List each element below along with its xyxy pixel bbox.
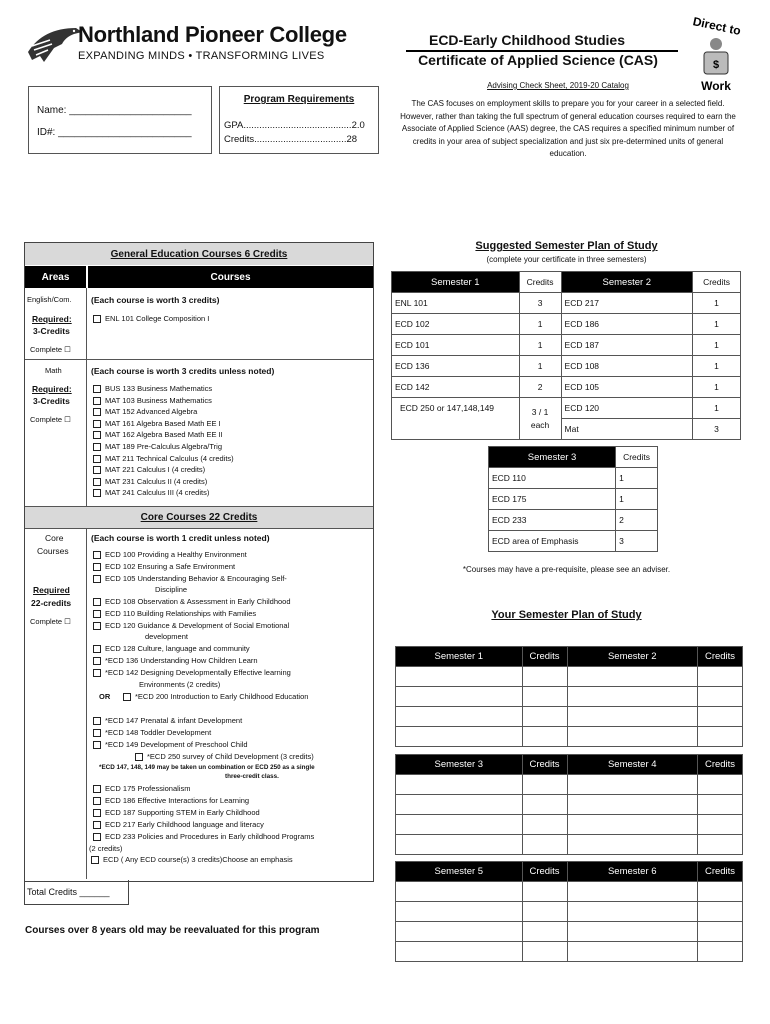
credits-header-2: Credits: [693, 272, 741, 293]
table-cell: 1: [519, 335, 561, 356]
course-item[interactable]: MAT 221 Calculus I (4 credits): [93, 465, 205, 474]
ecd200-item[interactable]: *ECD 200 Introduction to Early Childhood Education: [123, 692, 308, 701]
sem2-header: Semester 2: [561, 272, 693, 293]
table-cell: ECD area of Emphasis: [489, 531, 616, 552]
credits-header: Credits: [522, 755, 567, 775]
your-sem-6-header: Semester 6: [567, 862, 698, 882]
badge-bottom-text: Work: [701, 79, 731, 93]
sem3-header: Semester 3: [489, 447, 616, 468]
course-item[interactable]: MAT 152 Advanced Algebra: [93, 407, 197, 416]
suggested-plan-title: Suggested Semester Plan of Study: [475, 240, 658, 252]
empty-plan-cell[interactable]: [567, 942, 698, 962]
your-sem-1-header: Semester 1: [396, 647, 523, 667]
college-name: Northland Pioneer College: [78, 22, 347, 47]
your-sem-3-header: Semester 3: [396, 755, 523, 775]
empty-plan-cell[interactable]: [567, 835, 698, 855]
table-cell: ECD 250 or 147,148,149: [392, 398, 520, 440]
english-complete-checkbox[interactable]: Complete ☐: [30, 345, 71, 354]
table-cell: 1: [693, 314, 741, 335]
empty-plan-cell[interactable]: [567, 902, 698, 922]
empty-plan-cell[interactable]: [698, 727, 743, 747]
empty-plan-cell[interactable]: [567, 687, 698, 707]
empty-plan-cell[interactable]: [396, 835, 523, 855]
credits-header: Credits: [698, 862, 743, 882]
empty-plan-cell[interactable]: [567, 882, 698, 902]
empty-plan-cell[interactable]: [522, 882, 567, 902]
areas-header: Areas: [41, 272, 70, 283]
course-item[interactable]: ECD 120 Guidance & Development of Social Emotional: [93, 621, 289, 630]
your-plan-block-2: [395, 754, 743, 855]
credits-header-1: Credits: [519, 272, 561, 293]
advising-check-sheet: Advising Check Sheet, 2019-20 Catalog: [487, 81, 629, 90]
core-area-label-2: Courses: [37, 546, 69, 556]
empty-plan-cell[interactable]: [567, 667, 698, 687]
table-cell: ECD 120: [561, 398, 693, 419]
empty-plan-cell[interactable]: [522, 835, 567, 855]
english-required: Required:: [32, 314, 72, 324]
credits-header-3: Credits: [616, 447, 658, 468]
your-sem-2-header: Semester 2: [567, 647, 698, 667]
empty-plan-cell[interactable]: [396, 707, 523, 727]
empty-plan-cell[interactable]: [522, 815, 567, 835]
empty-plan-cell[interactable]: [567, 775, 698, 795]
course-item[interactable]: MAT 211 Technical Calculus (4 credits): [93, 454, 234, 463]
english-area: English/Com.: [27, 295, 72, 304]
empty-plan-cell[interactable]: [396, 687, 523, 707]
core-required: Required: [33, 585, 70, 595]
empty-plan-cell[interactable]: [698, 882, 743, 902]
table-cell: ECD 142: [392, 377, 520, 398]
program-title: ECD-Early Childhood Studies: [428, 32, 625, 48]
empty-plan-cell[interactable]: [396, 667, 523, 687]
core-b-continued: development: [145, 632, 188, 641]
your-sem-4-header: Semester 4: [567, 755, 698, 775]
empty-plan-cell[interactable]: [522, 667, 567, 687]
enl101-item[interactable]: ENL 101 College Composition I: [93, 314, 209, 323]
eagle-logo-icon: [24, 22, 84, 68]
course-item[interactable]: MAT 161 Algebra Based Math EE I: [93, 419, 221, 428]
course-item[interactable]: ECD 217 Early Childhood language and literacy: [93, 820, 264, 829]
sem1-header: Semester 1: [392, 272, 520, 293]
course-item[interactable]: ECD 105 Understanding Behavior & Encouraging Self-: [93, 574, 287, 583]
total-credits[interactable]: Total Credits ______: [27, 887, 110, 897]
credits-header: Credits: [698, 647, 743, 667]
general-education-table: [24, 242, 374, 882]
table-cell: Mat: [561, 419, 693, 440]
course-item[interactable]: ECD 108 Observation & Assessment in Early Childhood: [93, 597, 291, 606]
math-required: Required:: [32, 384, 72, 394]
or-label: OR: [99, 692, 111, 701]
table-cell: ECD 101: [392, 335, 520, 356]
course-item[interactable]: ECD 186 Effective Interactions for Learning: [93, 796, 249, 805]
table-cell: 1: [519, 314, 561, 335]
table-cell: ECD 233: [489, 510, 616, 531]
student-info-box: [28, 86, 212, 154]
math-area: Math: [45, 366, 62, 375]
empty-plan-cell[interactable]: [522, 727, 567, 747]
table-cell: 1: [693, 335, 741, 356]
table-cell: ECD 105: [561, 377, 693, 398]
table-cell: ECD 108: [561, 356, 693, 377]
course-item[interactable]: MAT 103 Business Mathematics: [93, 396, 212, 405]
course-item[interactable]: *ECD 148 Toddler Development: [93, 728, 211, 737]
course-item[interactable]: ECD 233 Policies and Procedures in Early childhood Programs: [93, 832, 314, 841]
course-item[interactable]: *ECD 147 Prenatal & infant Development: [93, 716, 242, 725]
table-cell: 3: [519, 293, 561, 314]
certificate-title: Certificate of Applied Science (CAS): [418, 52, 658, 68]
math-note: (Each course is worth 3 credits unless noted): [91, 366, 275, 376]
empty-plan-cell[interactable]: [522, 942, 567, 962]
ecd-emphasis-item[interactable]: ECD ( Any ECD course(s) 3 credits)Choose an emphasis: [91, 855, 293, 864]
empty-plan-cell[interactable]: [522, 795, 567, 815]
credits-header: Credits: [522, 647, 567, 667]
table-cell: ECD 187: [561, 335, 693, 356]
course-item[interactable]: BUS 133 Business Mathematics: [93, 384, 212, 393]
ecd250-item[interactable]: *ECD 250 survey of Child Development (3 credits): [135, 752, 314, 761]
direct-to-work-badge: [682, 14, 750, 96]
credits-header: Credits: [522, 862, 567, 882]
empty-plan-cell[interactable]: [396, 922, 523, 942]
empty-plan-cell[interactable]: [567, 727, 698, 747]
table-cell: 1: [693, 377, 741, 398]
empty-plan-cell[interactable]: [396, 902, 523, 922]
empty-plan-cell[interactable]: [522, 922, 567, 942]
empty-plan-cell[interactable]: [698, 795, 743, 815]
combo-note: *ECD 147, 148, 149 may be taken un combination or ECD 250 as a single: [99, 764, 315, 771]
combo-note-2: three-credit class.: [225, 773, 279, 780]
math-complete-checkbox[interactable]: Complete ☐: [30, 415, 71, 424]
empty-plan-cell[interactable]: [698, 775, 743, 795]
table-cell: ECD 102: [392, 314, 520, 335]
badge-top-text: Direct to: [691, 14, 743, 38]
table-cell: 1: [616, 468, 658, 489]
empty-plan-cell[interactable]: [698, 942, 743, 962]
your-plan-block-3: [395, 861, 743, 962]
prereq-note: *Courses may have a pre-requisite, please see an adviser.: [462, 565, 671, 574]
empty-plan-cell[interactable]: [396, 727, 523, 747]
english-credits: 3-Credits: [33, 326, 70, 336]
svg-text:$: $: [712, 59, 720, 71]
table-cell: 1: [693, 293, 741, 314]
program-requirements-box: [219, 86, 379, 154]
gened-title: General Education Courses 6 Credits: [110, 249, 288, 260]
table-cell: ECD 175: [489, 489, 616, 510]
empty-plan-cell[interactable]: [698, 667, 743, 687]
id-field[interactable]: ID#: ________________________: [37, 127, 192, 138]
semester3-table: [488, 446, 658, 552]
course-item[interactable]: *ECD 136 Understanding How Children Learn: [93, 656, 258, 665]
course-item[interactable]: MAT 241 Calculus III (4 credits): [93, 488, 209, 497]
empty-plan-cell[interactable]: [522, 902, 567, 922]
empty-plan-cell[interactable]: [698, 815, 743, 835]
name-field[interactable]: Name: ______________________: [37, 105, 192, 116]
core-title: Core Courses 22 Credits: [140, 512, 258, 523]
your-plan-block-1: [395, 646, 743, 747]
table-cell: ECD 136: [392, 356, 520, 377]
table-cell: ECD 217: [561, 293, 693, 314]
courses-header: Courses: [210, 272, 251, 283]
english-note: (Each course is worth 3 credits): [91, 295, 220, 305]
empty-plan-cell[interactable]: [396, 795, 523, 815]
core-a-continued: Discipline: [155, 585, 188, 594]
course-item[interactable]: *ECD 142 Designing Developmentally Effective learning: [93, 668, 291, 677]
course-item[interactable]: MAT 231 Calculus II (4 credits): [93, 477, 207, 486]
core-note: (Each course is worth 1 credit unless noted): [91, 533, 270, 543]
empty-plan-cell[interactable]: [698, 922, 743, 942]
old-courses-note: Courses over 8 years old may be reevaluated for this program: [25, 925, 320, 936]
suggested-plan-subtitle: (complete your certificate in three semesters): [486, 255, 647, 264]
table-cell: ENL 101: [392, 293, 520, 314]
table-cell: 2: [616, 510, 658, 531]
course-item[interactable]: ECD 110 Building Relationships with Families: [93, 609, 256, 618]
course-item[interactable]: ECD 100 Providing a Healthy Environment: [93, 550, 247, 559]
empty-plan-cell[interactable]: [522, 775, 567, 795]
empty-plan-cell[interactable]: [698, 835, 743, 855]
core-complete-checkbox[interactable]: Complete ☐: [30, 617, 71, 626]
your-sem-5-header: Semester 5: [396, 862, 523, 882]
course-item[interactable]: ECD 187 Supporting STEM in Early Childhood: [93, 808, 260, 817]
gpa-requirement: GPA.........................................2.0: [224, 120, 365, 131]
credits-requirement: Credits...................................28: [224, 134, 358, 145]
course-item[interactable]: MAT 189 Pre-Calculus Algebra/Trig: [93, 442, 222, 451]
core-c-continued: Environments (2 credits): [139, 680, 221, 689]
empty-plan-cell[interactable]: [567, 922, 698, 942]
empty-plan-cell[interactable]: [396, 882, 523, 902]
table-cell: 3: [693, 419, 741, 440]
empty-plan-cell[interactable]: [567, 815, 698, 835]
table-cell: 1: [519, 356, 561, 377]
core-credits: 22-credits: [31, 598, 72, 608]
credits-header: Credits: [698, 755, 743, 775]
course-item[interactable]: ECD 175 Professionalism: [93, 784, 190, 793]
total-credits-box: [24, 880, 129, 905]
table-cell: 1: [616, 489, 658, 510]
core-e-continued: (2 credits): [89, 844, 123, 853]
program-requirements-title: Program Requirements: [243, 94, 355, 105]
table-cell: ECD 186: [561, 314, 693, 335]
suggested-plan-table: [391, 271, 741, 440]
empty-plan-cell[interactable]: [567, 795, 698, 815]
empty-plan-cell[interactable]: [698, 902, 743, 922]
course-item[interactable]: ECD 128 Culture, language and community: [93, 644, 250, 653]
course-item[interactable]: ECD 102 Ensuring a Safe Environment: [93, 562, 235, 571]
empty-plan-cell[interactable]: [522, 707, 567, 727]
table-cell: 1: [693, 398, 741, 419]
table-cell: 3 / 1 each: [519, 398, 561, 440]
empty-plan-cell[interactable]: [396, 815, 523, 835]
your-plan-title: Your Semester Plan of Study: [491, 609, 642, 621]
table-cell: 2: [519, 377, 561, 398]
empty-plan-cell[interactable]: [396, 775, 523, 795]
empty-plan-cell[interactable]: [522, 687, 567, 707]
intro-paragraph: The CAS focuses on employment skills to prepare you for your career in a selected field. However, rather than taking the full spectrum of general education courses required to earn the Associate of Applied Science (AAS) degree, the CAS requires a specified minimum number of credits in your area of subject specialization and just six pre-determined units of general education.: [400, 99, 736, 158]
course-item[interactable]: MAT 162 Algebra Based Math EE II: [93, 430, 223, 439]
math-credits: 3-Credits: [33, 396, 70, 406]
course-item[interactable]: *ECD 149 Development of Preschool Child: [93, 740, 248, 749]
empty-plan-cell[interactable]: [396, 942, 523, 962]
college-tagline: EXPANDING MINDS • TRANSFORMING LIVES: [78, 50, 325, 62]
table-cell: 1: [693, 356, 741, 377]
empty-plan-cell[interactable]: [567, 707, 698, 727]
empty-plan-cell[interactable]: [698, 687, 743, 707]
table-cell: 3: [616, 531, 658, 552]
table-cell: ECD 110: [489, 468, 616, 489]
core-area-label: Core: [45, 533, 64, 543]
empty-plan-cell[interactable]: [698, 707, 743, 727]
